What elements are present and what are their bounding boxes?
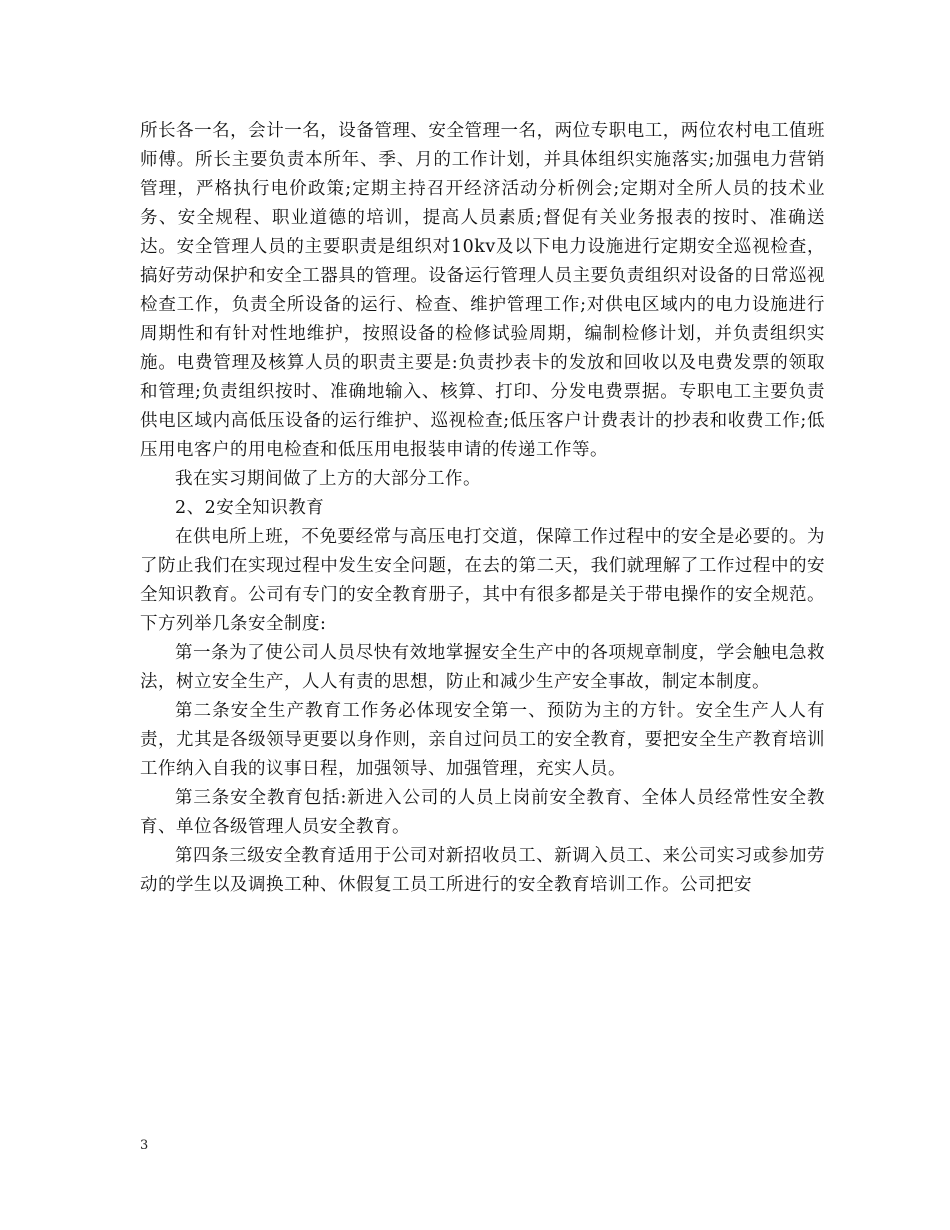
body-text: [140, 117, 825, 900]
paragraph-article-4: 第四条三级安全教育适用于公司对新招收员工、新调入员工、来公司实习或参加劳动的学生以及调换工种、休假复工员工所进行的安全教育培训工作。公司把安: [140, 846, 825, 895]
paragraph-1: 所长各一名，会计一名，设备管理、安全管理一名，两位专职电工，两位农村电工值班师傅。所长主要负责本所年、季、月的工作计划，并具体组织实施落实;加强电力营销管理，严格执行电价政策;定期主持召开经济活动分析例会;定期对全所人员的技术业务、安全规程、职业道德的培训，提高人员素质;督促有关业务报表的按时、准确送达。安全管理人员的主要职责是组织对10kv及以下电力设施进行定期安全巡视检查，搞好劳动保护和安全工器具的管理。设备运行管理人员主要负责组织对设备的日常巡视检查工作，负责全所设备的运行、检查、维护管理工作;对供电区域内的电力设施进行周期性和有针对性地维护，按照设备的检修试验周期，编制检修计划，并负责组织实施。电费管理及核算人员的职责主要是:负责抄表卡的发放和回收以及电费发票的领取和管理;负责组织按时、准确地输入、核算、打印、分发电费票据。专职电工主要负责供电区域内高低压设备的运行维护、巡视检查;低压客户计费表计的抄表和收费工作;低压用电客户的用电检查和低压用电报装申请的传递工作等。: [140, 121, 825, 460]
paragraph-3: 在供电所上班，不免要经常与高压电打交道，保障工作过程中的安全是必要的。为了防止我们在实现过程中发生安全问题，在去的第二天，我们就理解了工作过程中的安全知识教育。公司有专门的安全教育册子，其中有很多都是关于带电操作的安全规范。下方列举几条安全制度:: [140, 527, 825, 634]
paragraph-article-3: 第三条安全教育包括:新进入公司的人员上岗前安全教育、全体人员经常性安全教育、单位各级管理人员安全教育。: [140, 788, 825, 837]
section-heading: 2、2安全知识教育: [175, 498, 325, 518]
paragraph-article-2: 第二条安全生产教育工作务必体现安全第一、预防为主的方针。安全生产人人有责，尤其是各级领导更要以身作则，亲自过问员工的安全教育，要把安全生产教育培训工作纳入自我的议事日程，加强领导、加强管理，充实人员。: [140, 701, 825, 779]
paragraph-article-1: 第一条为了使公司人员尽快有效地掌握安全生产中的各项规章制度，学会触电急救法，树立安全生产，人人有责的思想，防止和减少生产安全事故，制定本制度。: [140, 643, 825, 692]
page-number: 3: [140, 1138, 149, 1153]
paragraph-2: 我在实习期间做了上方的大部分工作。: [175, 469, 481, 489]
